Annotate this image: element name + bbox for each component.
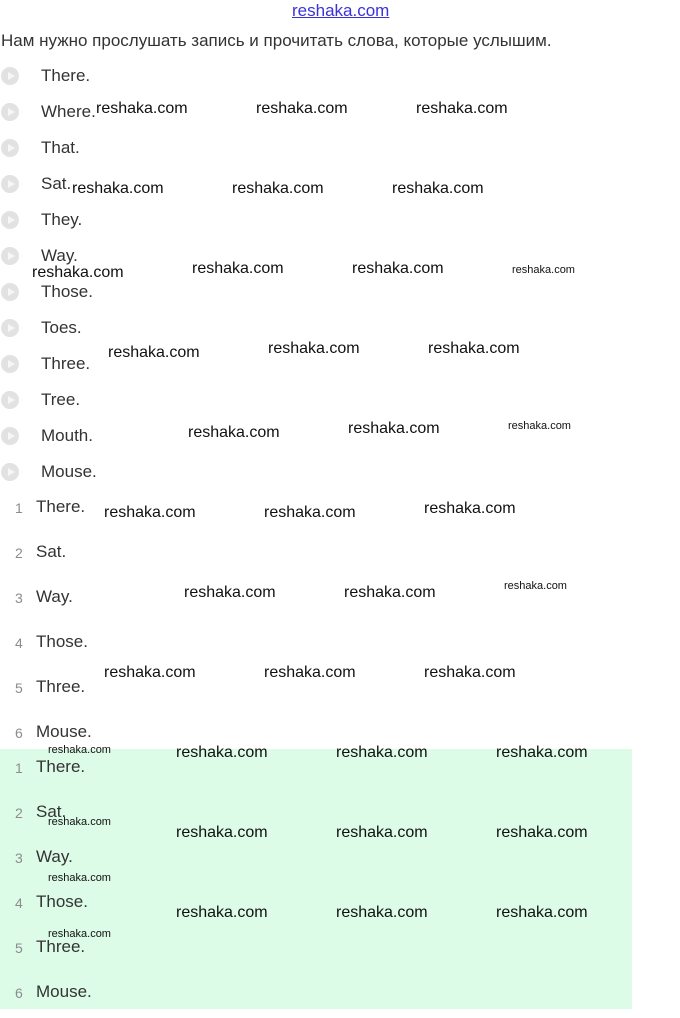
play-icon[interactable] (1, 139, 19, 157)
play-icon[interactable] (1, 463, 19, 481)
list-word: Three. (36, 937, 86, 956)
list-number: 1 (15, 500, 23, 516)
watermark-text: reshaka.com (232, 180, 324, 197)
audio-item (0, 384, 680, 420)
list-word: Sat. (36, 542, 67, 561)
watermark-text: reshaka.com (264, 504, 356, 521)
watermark-text: reshaka.com (48, 928, 111, 940)
audio-item (0, 420, 680, 456)
list-number: 4 (15, 895, 23, 911)
watermark-text: reshaka.com (348, 420, 440, 437)
list-number: 6 (15, 725, 23, 741)
audio-word: Where. (41, 102, 96, 121)
watermark-text: reshaka.com (344, 584, 436, 601)
audio-word: Three. (41, 354, 91, 373)
watermark-text: reshaka.com (424, 500, 516, 517)
list-word: Way. (36, 847, 73, 866)
watermark-text: reshaka.com (192, 260, 284, 277)
watermark-text: reshaka.com (108, 344, 200, 361)
watermark-text: reshaka.com (176, 824, 268, 841)
list-item (0, 533, 680, 578)
watermark-text: reshaka.com (512, 264, 575, 276)
play-icon[interactable] (1, 175, 19, 193)
watermark-text: reshaka.com (504, 580, 567, 592)
list-word: Those. (36, 892, 88, 911)
watermark-text: reshaka.com (416, 100, 508, 117)
list-word: Sat. (36, 802, 67, 821)
watermark-text: reshaka.com (264, 664, 356, 681)
play-icon[interactable] (1, 283, 19, 301)
watermark-text: reshaka.com (336, 744, 428, 761)
audio-word: Way. (41, 246, 78, 265)
watermark-text: reshaka.com (176, 744, 268, 761)
watermark-text: reshaka.com (48, 816, 111, 828)
list-number: 4 (15, 635, 23, 651)
watermark-text: reshaka.com (256, 100, 348, 117)
play-icon[interactable] (1, 211, 19, 229)
audio-word: Sat. (41, 174, 72, 193)
play-icon[interactable] (1, 67, 19, 85)
watermark-text: reshaka.com (104, 664, 196, 681)
watermark-text: reshaka.com (424, 664, 516, 681)
watermark-text: reshaka.com (184, 584, 276, 601)
play-icon[interactable] (1, 391, 19, 409)
watermark-text: reshaka.com (48, 872, 111, 884)
list-number: 5 (15, 680, 23, 696)
watermark-text: reshaka.com (48, 744, 111, 756)
list-item (0, 623, 680, 668)
list-word: Mouse. (36, 982, 92, 1001)
audio-item (0, 204, 680, 240)
audio-word: Toes. (41, 318, 82, 337)
watermark-text: reshaka.com (352, 260, 444, 277)
watermark-text: reshaka.com (496, 744, 588, 761)
list-word: There. (36, 757, 86, 776)
audio-item (0, 456, 680, 492)
list-word: There. (36, 497, 86, 516)
list-number: 1 (15, 760, 23, 776)
list-number: 5 (15, 940, 23, 956)
watermark-text: reshaka.com (96, 100, 188, 117)
audio-word: That. (41, 138, 80, 157)
list-number: 2 (15, 545, 23, 561)
list-word: Mouse. (36, 722, 92, 741)
list-item (0, 973, 632, 1018)
audio-item (0, 132, 680, 168)
watermark-text: reshaka.com (268, 340, 360, 357)
watermark-text: reshaka.com (392, 180, 484, 197)
site-link[interactable]: reshaka.com (292, 1, 390, 20)
watermark-text: reshaka.com (428, 340, 520, 357)
audio-word: Tree. (41, 390, 81, 409)
list-number: 3 (15, 590, 23, 606)
watermark-text: reshaka.com (72, 180, 164, 197)
watermark-text: reshaka.com (188, 424, 280, 441)
audio-word: Mouse. (41, 462, 97, 481)
play-icon[interactable] (1, 427, 19, 445)
list-word: Way. (36, 587, 73, 606)
play-icon[interactable] (1, 355, 19, 373)
audio-item (0, 60, 680, 96)
audio-word: Those. (41, 282, 93, 301)
play-icon[interactable] (1, 247, 19, 265)
audio-word: There. (41, 66, 91, 85)
play-icon[interactable] (1, 103, 19, 121)
play-icon[interactable] (1, 319, 19, 337)
list-number: 6 (15, 985, 23, 1001)
list-word: Three. (36, 677, 86, 696)
task-numbered-list (0, 488, 680, 758)
list-item (0, 578, 680, 623)
watermark-text: reshaka.com (496, 824, 588, 841)
watermark-text: reshaka.com (32, 264, 124, 281)
list-number: 3 (15, 850, 23, 866)
audio-word: Mouth. (41, 426, 93, 445)
watermark-text: reshaka.com (336, 904, 428, 921)
watermark-text: reshaka.com (176, 904, 268, 921)
audio-word: They. (41, 210, 83, 229)
instruction-text: Нам нужно прослушать запись и прочитать слова, которые услышим. (1, 31, 552, 50)
watermark-text: reshaka.com (496, 904, 588, 921)
list-number: 2 (15, 805, 23, 821)
watermark-text: reshaka.com (508, 420, 571, 432)
watermark-text: reshaka.com (104, 504, 196, 521)
watermark-text: reshaka.com (336, 824, 428, 841)
list-word: Those. (36, 632, 88, 651)
